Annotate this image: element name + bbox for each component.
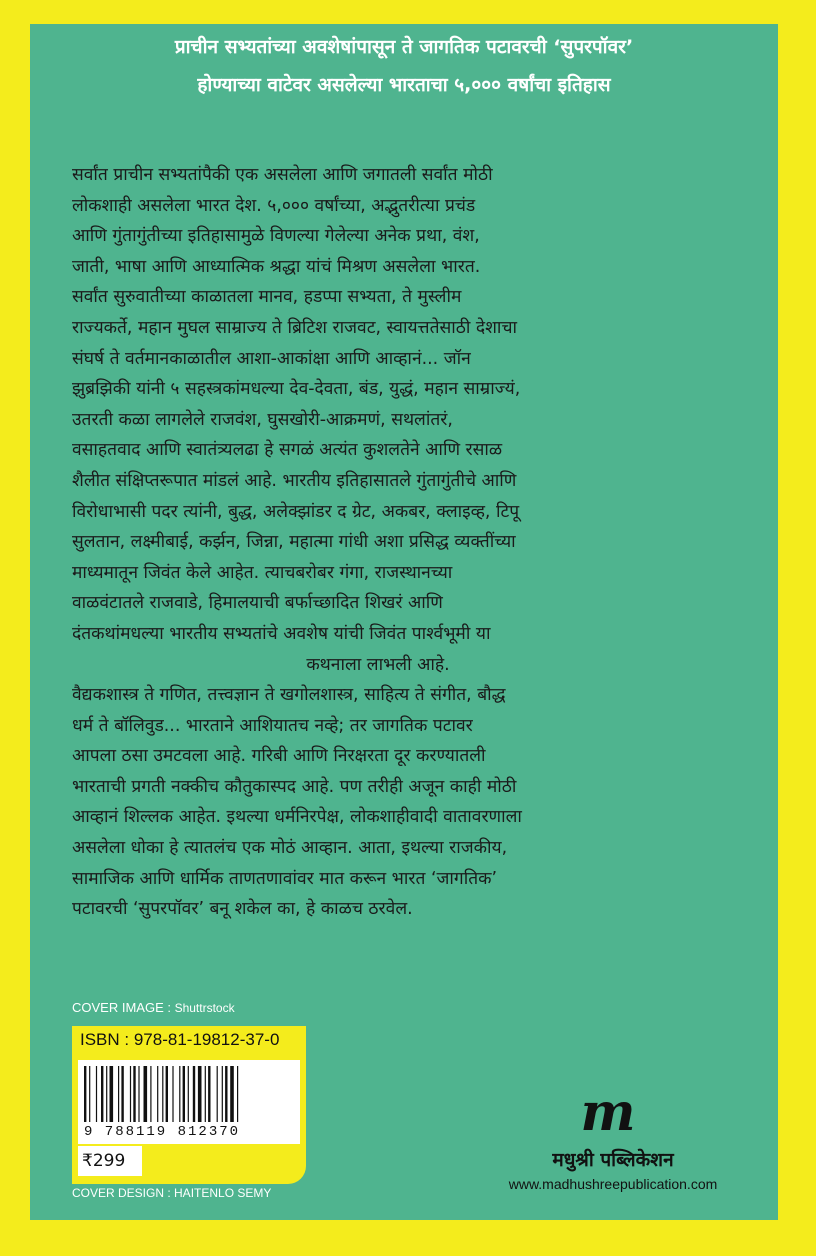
publisher-logo-icon xyxy=(580,1086,636,1138)
blurb-line: वसाहतवाद आणि स्वातंत्र्यलढा हे सगळं अत्यंत कुशलतेने आणि रसाळ xyxy=(72,440,503,461)
barcode-bar xyxy=(225,1066,227,1122)
blurb-line: लोकशाही असलेला भारत देश. ५,००० वर्षांच्या, अद्भुतरीत्या प्रचंड xyxy=(72,195,476,216)
barcode-bar xyxy=(162,1066,163,1122)
blurb-line: सर्वांत सुरुवातीच्या काळातला मानव, हडप्पा सभ्यता, ते मुस्लीम xyxy=(72,287,462,308)
isbn-number: ISBN : 978-81-19812-37-0 xyxy=(80,1030,280,1049)
headline-line-1: प्राचीन सभ्यतांच्या अवशेषांपासून ते जागतिक पटावरची ‘सुपरपॉवर’ xyxy=(174,36,634,58)
blurb-line: सुलतान, लक्ष्मीबाई, कर्झन, जिन्ना, महात्मा गांधी अशा प्रसिद्ध व्यक्तींच्या xyxy=(72,532,516,553)
blurb-line: उतरती कळा लागलेले राजवंश, घुसखोरी-आक्रमणं, सथलांतरं, xyxy=(72,409,453,430)
barcode-bar xyxy=(237,1066,238,1122)
blurb-line: दंतकथांमधल्या भारतीय सभ्यतांचे अवशेष यांची जिवंत पार्श्वभूमी या xyxy=(72,623,491,644)
publisher-website[interactable]: www.madhushreepublication.com xyxy=(508,1176,718,1192)
barcode-bar xyxy=(217,1066,218,1122)
blurb-line: आव्हानं शिल्लक आहेत. इथल्या धर्मनिरपेक्ष, लोकशाहीवादी वातावरणाला xyxy=(72,807,522,828)
barcode-bar xyxy=(183,1066,185,1122)
barcode-bar xyxy=(96,1066,97,1122)
publisher-name: मधुश्री पब्लिकेशन xyxy=(552,1149,674,1171)
barcode-bar xyxy=(172,1066,173,1122)
barcode-bar xyxy=(110,1066,114,1122)
blurb-line: पटावरची ‘सुपरपॉवर’ बनू शकेल का, हे काळच ठरवेल. xyxy=(72,899,413,920)
cover-image-credit xyxy=(72,1000,235,1015)
barcode-bar xyxy=(179,1066,180,1122)
blurb-line: आपला ठसा उमटवला आहे. गरिबी आणि निरक्षरता दूर करण्यातली xyxy=(72,746,486,767)
blurb-line: माध्यमातून जिवंत केले आहेत. त्याचबरोबर गंगा, राजस्थानच्या xyxy=(72,562,453,583)
barcode-digits: 9 788119 812370 xyxy=(84,1124,241,1140)
blurb-line: झुब्रझिकी यांनी ५ सहस्त्रकांमधल्या देव-देवता, बंड, युद्धं, महान साम्राज्यं, xyxy=(72,379,521,400)
blurb-line: कथनाला लाभली आहे. xyxy=(306,654,450,675)
blurb-line: वाळवंटातले राजवाडे, हिमालयाची बर्फाच्छादित शिखरं आणि xyxy=(72,593,443,614)
blurb-line: वैद्यकशास्त्र ते गणित, तत्त्वज्ञान ते खगोलशास्त्र, साहित्य ते संगीत, बौद्ध xyxy=(72,685,506,706)
cover-design-credit: COVER DESIGN : HAITENLO SEMY xyxy=(72,1186,272,1200)
cover-image-value: Shuttrstock xyxy=(174,1001,235,1015)
barcode-bar xyxy=(133,1066,135,1122)
barcode-bar xyxy=(130,1066,131,1122)
barcode-bar xyxy=(150,1066,151,1122)
blurb-line: संघर्ष ते वर्तमानकाळातील आशा-आकांक्षा आणि आव्हानं... जॉन xyxy=(72,348,471,369)
barcode-bar xyxy=(121,1066,123,1122)
blurb-line: शैलीत संक्षिप्तरूपात मांडलं आहे. भारतीय इतिहासातले गुंतागुंतीचे आणि xyxy=(72,470,517,491)
blurb-line: जाती, भाषा आणि आध्यात्मिक श्रद्धा यांचं मिश्रण असलेला भारत. xyxy=(72,256,481,277)
headline-line-2: होण्याच्या वाटेवर असलेल्या भारताचा ५,००० वर्षांचा इतिहास xyxy=(197,74,611,96)
barcode-icon xyxy=(84,1066,294,1122)
blurb-line: आणि गुंतागुंतीच्या इतिहासामुळे विणल्या गेलेल्या अनेक प्रथा, वंश, xyxy=(72,226,480,247)
barcode-bar xyxy=(84,1066,86,1122)
barcode-bar xyxy=(193,1066,195,1122)
barcode-bar xyxy=(106,1066,107,1122)
barcode-bar xyxy=(198,1066,202,1122)
blurb-line: विरोधाभासी पदर त्यांनी, बुद्ध, अलेक्झांडर द ग्रेट, अकबर, क्लाइव्ह, टिपू xyxy=(72,501,520,522)
barcode-bar xyxy=(166,1066,168,1122)
barcode-bar xyxy=(144,1066,148,1122)
barcode-bar xyxy=(89,1066,90,1122)
isbn-box xyxy=(72,1026,306,1184)
headline xyxy=(30,28,778,104)
barcode-bar xyxy=(208,1066,210,1122)
blurb-line: सामाजिक आणि धार्मिक ताणतणावांवर मात करून भारत ‘जागतिक’ xyxy=(72,868,497,889)
blurb-line: भारताची प्रगती नक्कीच कौतुकास्पद आहे. पण तरीही अजून काही मोठी xyxy=(72,776,517,797)
barcode-bar xyxy=(230,1066,234,1122)
barcode-bar xyxy=(138,1066,139,1122)
barcode-bar xyxy=(118,1066,119,1122)
barcode-bar xyxy=(188,1066,189,1122)
barcode-bar xyxy=(157,1066,158,1122)
barcode-area xyxy=(78,1060,300,1144)
price-label: ₹299 xyxy=(78,1146,142,1176)
blurb-text xyxy=(72,160,684,925)
blurb-line: असलेला धोका हे त्यातलंच एक मोठं आव्हान. आता, इथल्या राजकीय, xyxy=(72,838,508,859)
blurb-line: सर्वांत प्राचीन सभ्यतांपैकी एक असलेला आणि जगातली सर्वांत मोठी xyxy=(72,165,493,185)
publisher-logo-letter: m xyxy=(580,1086,636,1138)
blurb-line: राज्यकर्ते, महान मुघल साम्राज्य ते ब्रिटिश राजवट, स्वायत्ततेसाठी देशाचा xyxy=(72,317,517,338)
barcode-bar xyxy=(101,1066,103,1122)
blurb-line: धर्म ते बॉलिवुड... भारताने आशियातच नव्हे; तर जागतिक पटावर xyxy=(72,715,473,736)
barcode-bar xyxy=(222,1066,223,1122)
barcode-bar xyxy=(205,1066,206,1122)
cover-image-label: COVER IMAGE : xyxy=(72,1000,175,1015)
